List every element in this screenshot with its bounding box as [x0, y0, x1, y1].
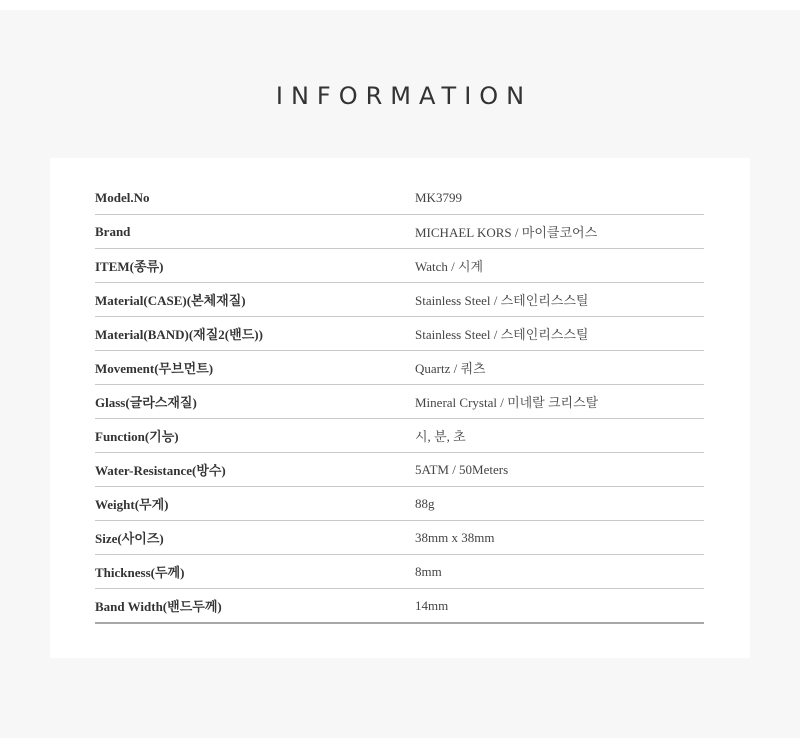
- spec-value: 8mm: [415, 555, 704, 589]
- spec-row-thickness: [95, 555, 704, 589]
- spec-value: Watch / 시계: [415, 249, 704, 283]
- spec-table: [95, 181, 704, 624]
- spec-row-band-width: [95, 589, 704, 624]
- spec-row-weight: [95, 487, 704, 521]
- spec-label: Function(기능): [95, 419, 415, 453]
- spec-label: Water-Resistance(방수): [95, 453, 415, 487]
- spec-row-function: [95, 419, 704, 453]
- spec-label: Thickness(두께): [95, 555, 415, 589]
- spec-value: MICHAEL KORS / 마이클코어스: [415, 215, 704, 249]
- spec-value: Stainless Steel / 스테인리스스틸: [415, 283, 704, 317]
- spec-label: Weight(무게): [95, 487, 415, 521]
- spec-value: Stainless Steel / 스테인리스스틸: [415, 317, 704, 351]
- spec-row-water-resistance: [95, 453, 704, 487]
- section-title: INFORMATION: [275, 82, 533, 110]
- spec-row-glass: [95, 385, 704, 419]
- spec-label: Model.No: [95, 181, 415, 215]
- spec-label: Movement(무브먼트): [95, 351, 415, 385]
- spec-row-movement: [95, 351, 704, 385]
- spec-label: Material(CASE)(본체재질): [95, 283, 415, 317]
- spec-row-material-band: [95, 317, 704, 351]
- spec-label: Glass(글라스재질): [95, 385, 415, 419]
- spec-value: 38mm x 38mm: [415, 521, 704, 555]
- spec-label: Band Width(밴드두께): [95, 589, 415, 624]
- spec-row-brand: [95, 215, 704, 249]
- spec-card: [50, 158, 750, 658]
- spec-value: 88g: [415, 487, 704, 521]
- spec-row-size: [95, 521, 704, 555]
- spec-value: 5ATM / 50Meters: [415, 453, 704, 487]
- spec-row-model: [95, 181, 704, 215]
- spec-value: Quartz / 쿼츠: [415, 351, 704, 385]
- spec-row-material-case: [95, 283, 704, 317]
- spec-value: MK3799: [415, 181, 704, 215]
- spec-row-item: [95, 249, 704, 283]
- spec-value: 시, 분, 초: [415, 419, 704, 453]
- spec-value: 14mm: [415, 589, 704, 624]
- spec-label: ITEM(종류): [95, 249, 415, 283]
- spec-label: Material(BAND)(재질2(밴드)): [95, 317, 415, 351]
- information-section: [0, 10, 800, 738]
- spec-value: Mineral Crystal / 미네랄 크리스탈: [415, 385, 704, 419]
- spec-label: Brand: [95, 215, 415, 249]
- spec-label: Size(사이즈): [95, 521, 415, 555]
